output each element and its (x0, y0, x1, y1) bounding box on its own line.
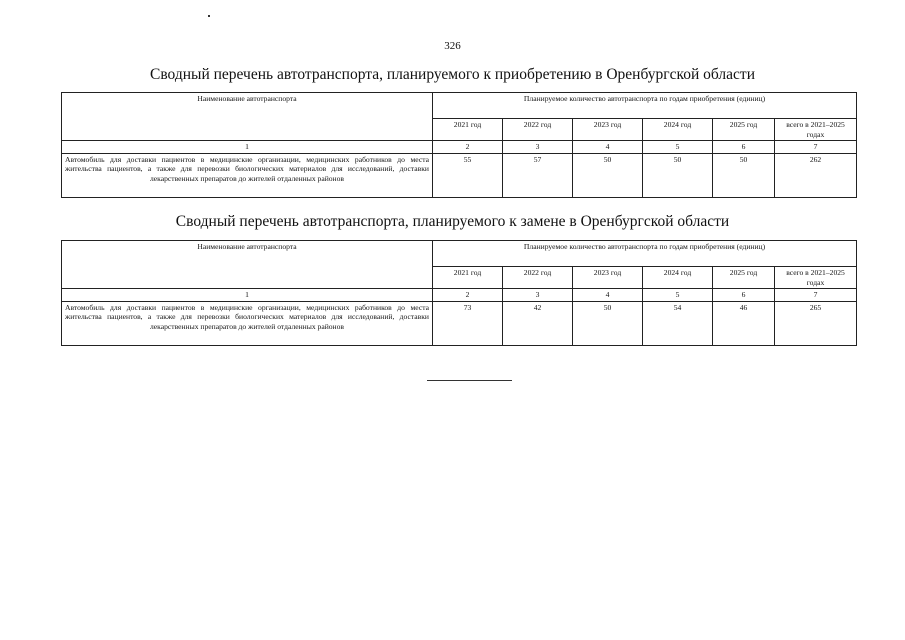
column-number: 3 (503, 289, 573, 302)
value-2022: 42 (503, 301, 573, 345)
replacement-table (61, 240, 857, 346)
column-number-row (62, 141, 857, 154)
value-2021: 73 (433, 301, 503, 345)
purchase-table (61, 92, 857, 198)
end-separator-line (427, 380, 512, 381)
value-2024: 54 (643, 301, 713, 345)
value-total: 265 (775, 301, 857, 345)
column-number: 1 (62, 289, 433, 302)
value-2022: 57 (503, 153, 573, 197)
header-year: 2025 год (713, 119, 775, 141)
value-2025: 50 (713, 153, 775, 197)
column-number: 2 (433, 289, 503, 302)
column-number: 7 (775, 289, 857, 302)
header-year: 2021 год (433, 267, 503, 289)
header-vehicle-name: Наименование автотранспорта (62, 241, 433, 289)
column-number: 6 (713, 289, 775, 302)
column-number: 6 (713, 141, 775, 154)
value-2025: 46 (713, 301, 775, 345)
header-year: 2023 год (573, 267, 643, 289)
scan-mark (208, 15, 210, 17)
table-title-replacement: Сводный перечень автотранспорта, планируемого к замене в Оренбургской области (175, 213, 730, 230)
vehicle-description: Автомобиль для доставки пациентов в медицинские организации, медицинских работников до места жительства пациентов, а также для перевозки биологических материалов для исследований, доставки лекарственных препаратов до жителей отдаленных районов (65, 302, 429, 331)
value-2024: 50 (643, 153, 713, 197)
column-number-row (62, 289, 857, 302)
value-total: 262 (775, 153, 857, 197)
value-2023: 50 (573, 301, 643, 345)
table-row (62, 301, 857, 345)
header-year: 2023 год (573, 119, 643, 141)
header-year: 2022 год (503, 267, 573, 289)
header-planned-quantity: Планируемое количество автотранспорта по годам приобретения (единиц) (433, 93, 857, 119)
header-planned-quantity: Планируемое количество автотранспорта по годам приобретения (единиц) (433, 241, 857, 267)
column-number: 3 (503, 141, 573, 154)
header-year: 2024 год (643, 267, 713, 289)
column-number: 4 (573, 141, 643, 154)
column-number: 1 (62, 141, 433, 154)
header-year: 2022 год (503, 119, 573, 141)
column-number: 5 (643, 289, 713, 302)
page-number: 326 (444, 40, 461, 52)
header-year: 2025 год (713, 267, 775, 289)
header-year: 2024 год (643, 119, 713, 141)
table-title-purchase: Сводный перечень автотранспорта, планируемого к приобретению в Оренбургской области (150, 66, 755, 83)
table-row (62, 153, 857, 197)
value-2021: 55 (433, 153, 503, 197)
column-number: 5 (643, 141, 713, 154)
header-year: 2021 год (433, 119, 503, 141)
header-total: всего в 2021–2025 годах (775, 267, 857, 289)
value-2023: 50 (573, 153, 643, 197)
column-number: 2 (433, 141, 503, 154)
header-vehicle-name: Наименование автотранспорта (62, 93, 433, 141)
column-number: 7 (775, 141, 857, 154)
header-total: всего в 2021–2025 годах (775, 119, 857, 141)
vehicle-description: Автомобиль для доставки пациентов в медицинские организации, медицинских работников до места жительства пациентов, а также для перевозки биологических материалов для исследований, доставки лекарственных препаратов до жителей отдаленных районов (65, 154, 429, 183)
column-number: 4 (573, 289, 643, 302)
